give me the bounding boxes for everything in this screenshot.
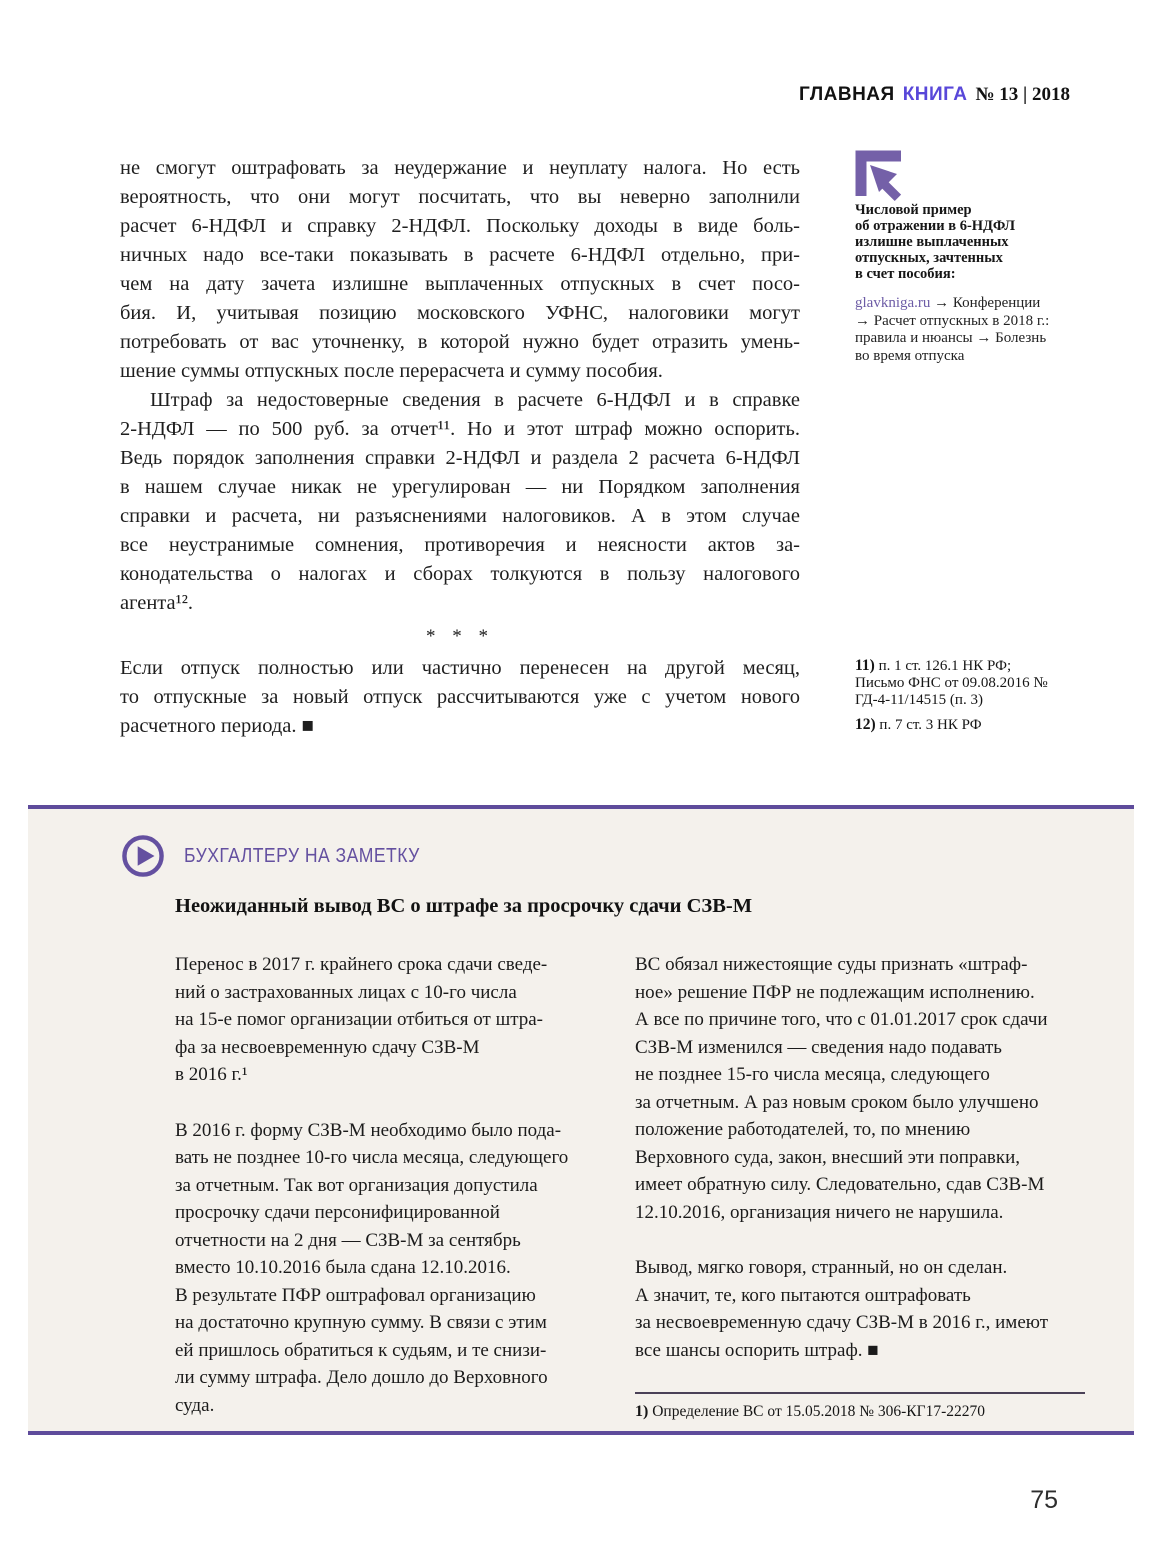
magazine-name-part1: ГЛАВНАЯ xyxy=(799,84,895,105)
sidebar-reference xyxy=(855,295,1055,365)
cursor-link-icon xyxy=(855,150,907,202)
note-right-paragraph-2: Вывод, мягко говоря, странный, но он сделан. А значит, те, кого пытаются оштрафовать за несвоевременную сдачу СЗВ-М в 2016 г., имеют все шансы оспорить штраф. ■ xyxy=(635,1257,1048,1361)
note-left-column xyxy=(175,951,615,1447)
sidebar-note-title: Числовой пример об отражении в 6-НДФЛ излишне выплаченных отпускных, зачтенных в счет пособия: xyxy=(855,202,1016,282)
section-separator: * * * xyxy=(426,626,494,647)
note-footnote-text: Определение ВС от 15.05.2018 № 306-КГ17-22270 xyxy=(652,1403,985,1420)
note-title: Неожиданный вывод ВС о штрафе за просрочку сдачи СЗВ-М xyxy=(175,895,753,917)
footnote-11-text: п. 1 ст. 126.1 НК РФ; Письмо ФНС от 09.08.2016 № ГД-4-11/14515 (п. 3) xyxy=(855,658,1048,708)
note-right-column xyxy=(635,951,1085,1421)
footnote-11-marker: 11) xyxy=(855,657,875,674)
accountant-note-section xyxy=(28,805,1134,1435)
sidebar-footnotes xyxy=(855,657,1055,741)
footnote-12 xyxy=(855,716,1055,734)
section-label: БУХГАЛТЕРУ НА ЗАМЕТКУ xyxy=(184,844,420,867)
magazine-header xyxy=(799,84,1070,106)
footnote-12-text: п. 7 ст. 3 НК РФ xyxy=(879,717,982,733)
footnote-11 xyxy=(855,657,1055,709)
glavkniga-link[interactable]: glavkniga.ru xyxy=(855,295,931,311)
note-right-paragraph-1: ВС обязал нижестоящие суды признать «штраф- ное» решение ПФР не подлежащим исполнению. А все по причине того, что с 01.01.2017 срок сдачи СЗВ-М изменился — сведения надо подавать не позднее 15-го числа месяца, следующего за отчетным. А раз новым сроком было улучшено положение работодателей, то, по мнению Верховного суда, закон, внесший эти поправки, имеет обратную силу. Следовательно, сдав СЗВ-М 12.10.2016, организация ничего не нарушила. xyxy=(635,954,1048,1223)
main-article xyxy=(120,154,800,741)
note-footnote-marker: 1) xyxy=(635,1403,649,1420)
footnote-12-marker: 12) xyxy=(855,716,876,733)
magazine-name-part2: КНИГА xyxy=(902,84,968,105)
article-paragraph-1: не смогут оштрафовать за неудержание и неуплату налога. Но есть вероятность, что они могут посчитать, что вы неверно заполнили расчет 6-НДФЛ и справку 2-НДФЛ. Поскольку доходы в виде боль- ничных надо все-таки показывать в расчете 6-НДФЛ отдельно, при- чем на дату зачета излишне выплаченных отпускных в счет посо- бия. И, учитывая позицию московского УФНС, налоговики могут потребовать от вас уточненку, в которой нужно будет отразить умень- шение суммы отпускных после перерасчета и сумму пособия. xyxy=(120,157,800,382)
page-number: 75 xyxy=(1030,1486,1058,1514)
note-left-paragraph-1: Перенос в 2017 г. крайнего срока сдачи сведе- ний о застрахованных лицах с 10-го числа на 15-е помог организации отбиться от штра- фа за несвоевременную сдачу СЗВ-М в 2016 г.¹ xyxy=(175,954,548,1085)
article-paragraph-2: Штраф за недостоверные сведения в расчете 6-НДФЛ и в справке 2-НДФЛ — по 500 руб. за отчет¹¹. Но и этот штраф можно оспорить. Ведь порядок заполнения справки 2-НДФЛ и раздела 2 расчета 6-НДФЛ в нашем случае никак не урегулирован — ни Порядком заполнения справки и расчета, ни разъяснениями налоговиков. А в этом случае все неустранимые сомнения, противоречия и неясности актов за- конодательства о налогах и сборах толкуются в пользу налогового агента¹². xyxy=(120,389,800,614)
issue-number: № 13 | 2018 xyxy=(975,84,1070,105)
play-icon xyxy=(120,833,166,879)
note-left-paragraph-2: В 2016 г. форму СЗВ-М необходимо было пода- вать не позднее 10-го числа месяца, следующего за отчетным. Так вот организация допустила просрочку сдачи персонифицированной отчетности на 2 дня — СЗВ-М за сентябрь вместо 10.10.2016 была сдана 12.10.2016. В результате ПФР оштрафовал организацию на достаточно крупную сумму. В связи с этим ей пришлось обратиться к судьям, и те снизи- ли сумму штрафа. Дело дошло до Верховного суда. xyxy=(175,1119,569,1416)
note-footnote xyxy=(635,1392,1085,1421)
section-label-row xyxy=(120,833,452,879)
article-closing-paragraph: Если отпуск полностью или частично перенесен на другой месяц, то отпускные за новый отпуск рассчитываются уже с учетом нового расчетного периода. ■ xyxy=(120,657,800,737)
reference-path: → Конференции → Расчет отпускных в 2018 г.: правила и нюансы → Болезнь во время отпуска xyxy=(855,295,1050,364)
